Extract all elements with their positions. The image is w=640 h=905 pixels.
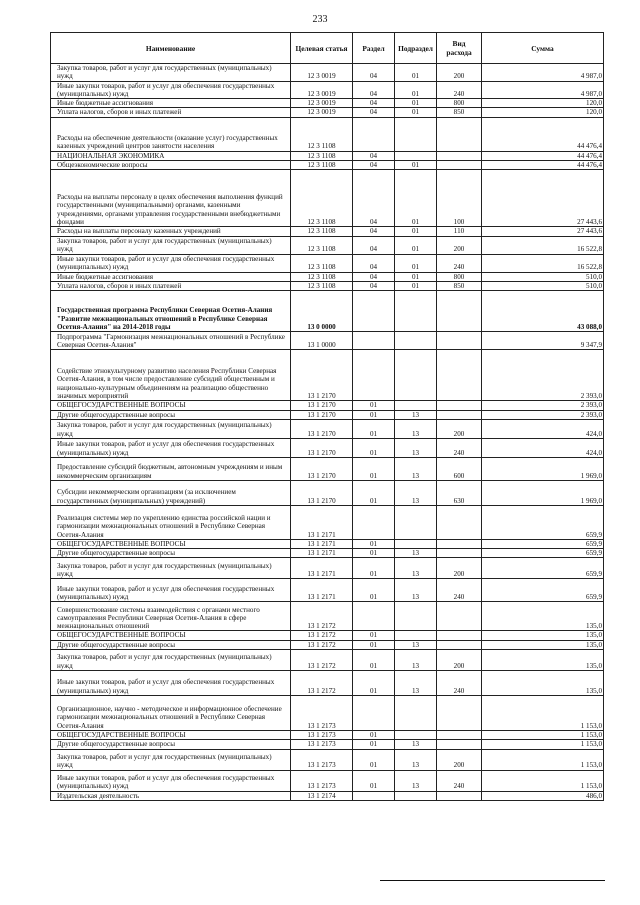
table-row [51,170,604,227]
cell-vid: 200 [437,419,482,438]
cell-razdel: 01 [353,438,395,457]
cell-code: 13 1 2173 [291,749,353,770]
cell-name: Закупка товаров, работ и услуг для государственных (муниципальных) нужд [51,749,291,770]
cell-sum: 1 153,0 [482,770,604,791]
cell-vid [437,151,482,160]
cell-razdel: 04 [353,81,395,99]
cell-sum: 120,0 [482,108,604,117]
table-row [51,480,604,505]
cell-name: Другие общегосударственные вопросы [51,640,291,649]
cell-vid: 240 [437,579,482,602]
table-row [51,410,604,419]
cell-vid [437,631,482,640]
page-number: 233 [312,14,328,25]
cell-name: Иные закупки товаров, работ и услуг для обеспечения государственных (муниципальных) нужд [51,579,291,602]
cell-vid: 240 [437,81,482,99]
table-header-row [51,33,604,64]
cell-vid: 200 [437,650,482,671]
cell-razdel: 01 [353,401,395,410]
cell-sum: 44 476,4 [482,161,604,170]
cell-sum: 135,0 [482,650,604,671]
header-razdel: Раздел [353,33,395,64]
budget-table [50,32,604,801]
table-row [51,770,604,791]
cell-sum: 659,9 [482,539,604,548]
cell-vid [437,640,482,649]
table-row [51,579,604,602]
cell-name: Содействие этнокультурному развитию населения Республики Северная Осетия-Алания, в том числе предоставление субсидий общественным и национально-культурным объединениям на реализацию общественно значимых мероприятий [51,350,291,401]
cell-podrazdel: 13 [395,579,437,602]
cell-vid [437,791,482,800]
cell-sum: 1 153,0 [482,749,604,770]
cell-razdel: 01 [353,549,395,558]
cell-podrazdel: 13 [395,410,437,419]
cell-podrazdel: 01 [395,272,437,281]
cell-vid [437,731,482,740]
table-row [51,151,604,160]
cell-razdel: 01 [353,640,395,649]
cell-code: 13 1 2171 [291,539,353,548]
table-body [51,64,604,801]
cell-sum: 44 476,4 [482,151,604,160]
cell-sum: 1 153,0 [482,740,604,749]
cell-podrazdel [395,631,437,640]
cell-name: Иные закупки товаров, работ и услуг для обеспечения государственных (муниципальных) нужд [51,671,291,696]
cell-razdel [353,791,395,800]
cell-vid: 200 [437,558,482,579]
cell-podrazdel: 13 [395,438,437,457]
table-row [51,99,604,108]
cell-razdel: 04 [353,272,395,281]
cell-name: Совершенствование системы взаимодействия с органами местного самоуправления Республики Северная Осетия-Алания в сфере межнациональных отношений [51,602,291,631]
cell-sum: 424,0 [482,438,604,457]
cell-vid [437,696,482,731]
cell-podrazdel: 13 [395,558,437,579]
cell-vid: 240 [437,438,482,457]
cell-name: Расходы на выплаты персоналу в целях обеспечения выполнения функций государственными (муниципальными) органами, казенными учреждениями, органами управления государственными внебюджетными фондами [51,170,291,227]
cell-code: 12 3 1108 [291,236,353,254]
table-row [51,227,604,236]
cell-podrazdel [395,602,437,631]
cell-name: Реализация системы мер по укреплению единства российской нации и гармонизации межнациональных отношений в Республике Северная Осетия-Алания [51,505,291,539]
cell-name: Другие общегосударственные вопросы [51,740,291,749]
cell-code: 13 1 2173 [291,770,353,791]
cell-name: Уплата налогов, сборов и иных платежей [51,281,291,290]
cell-razdel [353,696,395,731]
cell-name: Закупка товаров, работ и услуг для государственных (муниципальных) нужд [51,558,291,579]
cell-razdel: 01 [353,457,395,480]
cell-vid [437,117,482,151]
table-row [51,332,604,350]
table-row [51,236,604,254]
cell-razdel: 01 [353,558,395,579]
cell-vid: 800 [437,272,482,281]
cell-sum: 43 088,0 [482,291,604,332]
cell-sum: 2 393,0 [482,401,604,410]
cell-code: 12 3 1108 [291,170,353,227]
cell-podrazdel: 13 [395,419,437,438]
cell-sum: 9 347,9 [482,332,604,350]
cell-name: Закупка товаров, работ и услуг для государственных (муниципальных) нужд [51,236,291,254]
cell-razdel [353,505,395,539]
cell-sum: 4 987,0 [482,64,604,82]
cell-razdel: 01 [353,770,395,791]
cell-razdel: 04 [353,151,395,160]
cell-name: Уплата налогов, сборов и иных платежей [51,108,291,117]
cell-razdel: 04 [353,254,395,272]
cell-razdel: 04 [353,64,395,82]
cell-sum: 44 476,4 [482,117,604,151]
cell-razdel: 01 [353,631,395,640]
cell-code: 13 1 2170 [291,438,353,457]
cell-sum: 16 522,8 [482,236,604,254]
cell-podrazdel: 13 [395,457,437,480]
cell-name: Иные закупки товаров, работ и услуг для обеспечения государственных (муниципальных) нужд [51,254,291,272]
cell-razdel [353,350,395,401]
cell-code: 13 1 2170 [291,457,353,480]
table-row [51,671,604,696]
cell-code: 12 3 0019 [291,81,353,99]
table-row [51,731,604,740]
cell-razdel: 04 [353,99,395,108]
cell-sum: 135,0 [482,671,604,696]
cell-vid [437,350,482,401]
cell-code: 13 1 2170 [291,410,353,419]
cell-podrazdel: 13 [395,650,437,671]
cell-razdel: 01 [353,480,395,505]
cell-sum: 1 153,0 [482,696,604,731]
cell-podrazdel [395,791,437,800]
cell-vid: 200 [437,236,482,254]
cell-code: 13 1 2171 [291,505,353,539]
cell-sum: 27 443,6 [482,170,604,227]
cell-vid: 850 [437,281,482,290]
cell-code: 13 1 2170 [291,480,353,505]
cell-sum: 510,0 [482,281,604,290]
cell-name: НАЦИОНАЛЬНАЯ ЭКОНОМИКА [51,151,291,160]
cell-vid [437,602,482,631]
cell-name: Расходы на обеспечение деятельности (оказание услуг) государственных казенных учреждений центров занятости населения [51,117,291,151]
cell-code: 13 1 2171 [291,549,353,558]
cell-podrazdel: 01 [395,227,437,236]
cell-vid: 600 [437,457,482,480]
cell-podrazdel: 01 [395,170,437,227]
cell-podrazdel [395,151,437,160]
cell-podrazdel: 13 [395,640,437,649]
cell-podrazdel: 13 [395,740,437,749]
cell-vid: 100 [437,170,482,227]
table-row [51,350,604,401]
cell-podrazdel: 01 [395,236,437,254]
table-row [51,640,604,649]
table-row [51,161,604,170]
cell-code: 13 1 0000 [291,332,353,350]
cell-vid: 800 [437,99,482,108]
cell-name: Иные бюджетные ассигнования [51,99,291,108]
cell-code: 13 1 2172 [291,631,353,640]
cell-sum: 659,9 [482,579,604,602]
cell-podrazdel [395,350,437,401]
cell-code: 12 3 1108 [291,254,353,272]
cell-razdel [353,117,395,151]
cell-razdel: 01 [353,410,395,419]
cell-vid: 850 [437,108,482,117]
cell-podrazdel: 13 [395,770,437,791]
cell-code: 13 1 2172 [291,650,353,671]
cell-sum: 659,9 [482,549,604,558]
cell-sum: 135,0 [482,631,604,640]
cell-name: Иные закупки товаров, работ и услуг для обеспечения государственных (муниципальных) нужд [51,438,291,457]
table-row [51,696,604,731]
cell-sum: 135,0 [482,602,604,631]
cell-name: Иные закупки товаров, работ и услуг для обеспечения государственных (муниципальных) нужд [51,81,291,99]
cell-name: Организационное, научно - методическое и информационное обеспечение гармонизации межнациональных отношений в Республике Северная Осетия-Алания [51,696,291,731]
cell-razdel [353,291,395,332]
cell-vid [437,291,482,332]
cell-vid [437,161,482,170]
cell-name: ОБЩЕГОСУДАРСТВЕННЫЕ ВОПРОСЫ [51,539,291,548]
cell-razdel: 01 [353,671,395,696]
cell-razdel: 04 [353,281,395,290]
table-row [51,272,604,281]
table-row [51,457,604,480]
cell-podrazdel [395,731,437,740]
cell-podrazdel: 01 [395,254,437,272]
cell-vid [437,740,482,749]
cell-name: Государственная программа Республики Северная Осетия-Алания "Развитие межнациональных отношений в Республике Северная Осетия-Алания" на 2014-2018 годы [51,291,291,332]
cell-sum: 1 153,0 [482,731,604,740]
cell-vid: 240 [437,671,482,696]
cell-code: 12 3 0019 [291,64,353,82]
cell-podrazdel [395,117,437,151]
cell-code: 13 1 2173 [291,696,353,731]
cell-name: Закупка товаров, работ и услуг для государственных (муниципальных) нужд [51,419,291,438]
cell-podrazdel: 13 [395,480,437,505]
header-name: Наименование [51,33,291,64]
cell-razdel: 01 [353,579,395,602]
cell-vid [437,410,482,419]
cell-podrazdel: 01 [395,108,437,117]
cell-razdel: 01 [353,749,395,770]
cell-sum: 659,9 [482,558,604,579]
cell-code: 12 3 0019 [291,99,353,108]
cell-vid: 200 [437,64,482,82]
cell-razdel: 04 [353,161,395,170]
cell-razdel: 04 [353,236,395,254]
cell-code: 13 1 2173 [291,731,353,740]
cell-code: 13 1 2170 [291,401,353,410]
table-row [51,631,604,640]
cell-name: ОБЩЕГОСУДАРСТВЕННЫЕ ВОПРОСЫ [51,731,291,740]
cell-podrazdel [395,291,437,332]
cell-podrazdel [395,696,437,731]
cell-code: 12 3 1108 [291,272,353,281]
cell-podrazdel [395,401,437,410]
cell-sum: 2 393,0 [482,410,604,419]
cell-name: Другие общегосударственные вопросы [51,549,291,558]
cell-podrazdel: 13 [395,549,437,558]
table-row [51,791,604,800]
cell-podrazdel: 01 [395,81,437,99]
cell-sum: 659,9 [482,505,604,539]
cell-vid [437,539,482,548]
cell-razdel: 01 [353,731,395,740]
cell-razdel: 01 [353,539,395,548]
cell-name: Подпрограмма "Гармонизация межнациональных отношений в Республике Северная Осетия-Алания" [51,332,291,350]
table-row [51,438,604,457]
cell-razdel: 01 [353,419,395,438]
cell-name: Закупка товаров, работ и услуг для государственных (муниципальных) нужд [51,650,291,671]
cell-name: Субсидии некоммерческим организациям (за исключением государственных (муниципальных) учреждений) [51,480,291,505]
cell-code: 12 3 1108 [291,227,353,236]
table-row [51,254,604,272]
cell-code: 13 1 2170 [291,350,353,401]
cell-name: Предоставление субсидий бюджетным, автономным учреждениям и иным некоммерческим организациям [51,457,291,480]
cell-code: 13 1 2170 [291,419,353,438]
table-row [51,281,604,290]
table-row [51,740,604,749]
cell-name: Издательская деятельность [51,791,291,800]
cell-razdel: 01 [353,650,395,671]
cell-sum: 16 522,8 [482,254,604,272]
cell-vid: 630 [437,480,482,505]
header-sum: Сумма [482,33,604,64]
cell-name: Расходы на выплаты персоналу казенных учреждений [51,227,291,236]
cell-podrazdel: 01 [395,64,437,82]
cell-podrazdel: 13 [395,671,437,696]
cell-sum: 1 969,0 [482,457,604,480]
table-row [51,291,604,332]
table-row [51,81,604,99]
cell-vid [437,549,482,558]
cell-sum: 1 969,0 [482,480,604,505]
header-code: Целевая статья [291,33,353,64]
table-row [51,602,604,631]
cell-code: 12 3 1108 [291,281,353,290]
cell-razdel: 04 [353,108,395,117]
cell-razdel: 01 [353,740,395,749]
cell-sum: 510,0 [482,272,604,281]
cell-name: Другие общегосударственные вопросы [51,410,291,419]
cell-sum: 4 987,0 [482,81,604,99]
cell-vid [437,401,482,410]
cell-podrazdel: 01 [395,99,437,108]
cell-podrazdel [395,539,437,548]
table-row [51,749,604,770]
cell-podrazdel [395,332,437,350]
cell-razdel: 04 [353,170,395,227]
cell-vid: 110 [437,227,482,236]
cell-code: 12 3 1108 [291,117,353,151]
cell-sum: 135,0 [482,640,604,649]
cell-code: 12 3 0019 [291,108,353,117]
cell-vid [437,505,482,539]
header-podrazdel: Подраздел [395,33,437,64]
cell-code: 12 3 1108 [291,151,353,160]
table-row [51,64,604,82]
cell-name: Иные бюджетные ассигнования [51,272,291,281]
cell-podrazdel: 01 [395,281,437,290]
cell-razdel: 04 [353,227,395,236]
cell-name: Иные закупки товаров, работ и услуг для обеспечения государственных (муниципальных) нужд [51,770,291,791]
cell-code: 13 1 2174 [291,791,353,800]
cell-name: ОБЩЕГОСУДАРСТВЕННЫЕ ВОПРОСЫ [51,631,291,640]
cell-podrazdel: 13 [395,749,437,770]
footer-rule [380,880,605,881]
cell-vid: 240 [437,770,482,791]
cell-vid: 240 [437,254,482,272]
table-row [51,650,604,671]
cell-code: 12 3 1108 [291,161,353,170]
cell-sum: 27 443,6 [482,227,604,236]
header-vid: Вид расхода [437,33,482,64]
cell-code: 13 1 2171 [291,558,353,579]
table-row [51,558,604,579]
cell-sum: 424,0 [482,419,604,438]
cell-podrazdel [395,505,437,539]
cell-code: 13 1 2172 [291,602,353,631]
cell-code: 13 1 2172 [291,640,353,649]
cell-name: Общеэкономические вопросы [51,161,291,170]
table-row [51,419,604,438]
table-row [51,539,604,548]
cell-name: Закупка товаров, работ и услуг для государственных (муниципальных) нужд [51,64,291,82]
table-row [51,549,604,558]
cell-razdel [353,602,395,631]
cell-vid: 200 [437,749,482,770]
cell-vid [437,332,482,350]
cell-podrazdel: 01 [395,161,437,170]
table-row [51,108,604,117]
cell-code: 13 1 2173 [291,740,353,749]
table-row [51,401,604,410]
table-row [51,117,604,151]
cell-name: ОБЩЕГОСУДАРСТВЕННЫЕ ВОПРОСЫ [51,401,291,410]
table-row [51,505,604,539]
cell-razdel [353,332,395,350]
cell-sum: 486,0 [482,791,604,800]
cell-sum: 120,0 [482,99,604,108]
cell-code: 13 1 2172 [291,671,353,696]
cell-code: 13 0 0000 [291,291,353,332]
cell-code: 13 1 2171 [291,579,353,602]
cell-sum: 2 393,0 [482,350,604,401]
